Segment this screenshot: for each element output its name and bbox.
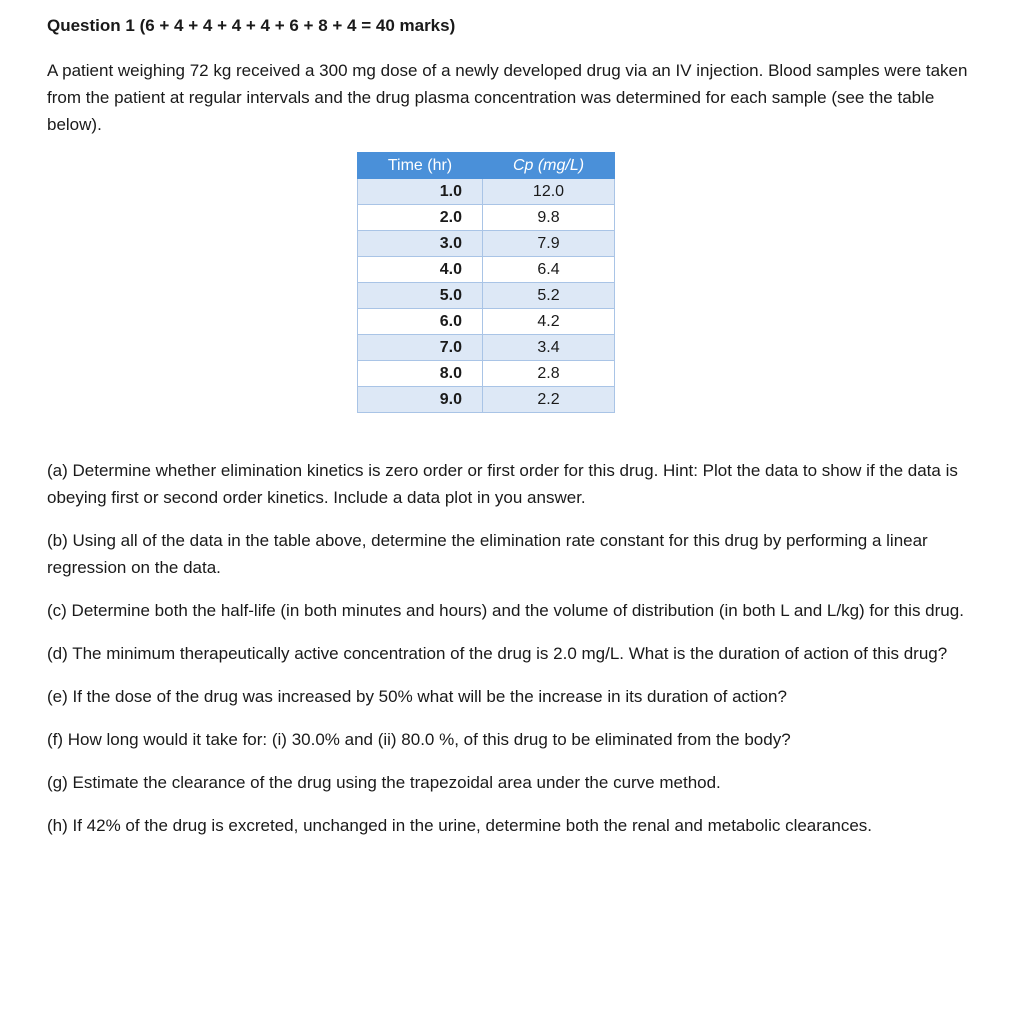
table-row: [358, 257, 615, 283]
time-cell: 1.0: [358, 179, 483, 205]
question-h: (h) If 42% of the drug is excreted, unchanged in the urine, determine both the renal and metabolic clearances.: [47, 816, 872, 835]
question-c: (c) Determine both the half-life (in both minutes and hours) and the volume of distribution (in both L and L/kg) for this drug.: [47, 601, 964, 620]
time-cell: 9.0: [358, 387, 483, 413]
table-row: [358, 283, 615, 309]
table-row: [358, 335, 615, 361]
question-page: [47, 14, 977, 855]
cp-cell: 2.2: [483, 387, 615, 413]
intro-paragraph: A patient weighing 72 kg received a 300 mg dose of a newly developed drug via an IV injection. Blood samples were taken from the patient at regular intervals and the drug plasma concentration was determined for each sample (see the table below).: [47, 61, 968, 134]
time-cell: 6.0: [358, 309, 483, 335]
table-header-row: [358, 153, 615, 179]
table-row: [358, 387, 615, 413]
table-row: [358, 179, 615, 205]
question-e: (e) If the dose of the drug was increased by 50% what will be the increase in its duration of action?: [47, 687, 787, 706]
cp-cell: 7.9: [483, 231, 615, 257]
table-row: [358, 309, 615, 335]
time-cell: 8.0: [358, 361, 483, 387]
time-cell: 2.0: [358, 205, 483, 231]
table-row: [358, 205, 615, 231]
data-table-wrapper: [357, 152, 977, 413]
cp-cell: 3.4: [483, 335, 615, 361]
cp-cell: 9.8: [483, 205, 615, 231]
cp-cell: 6.4: [483, 257, 615, 283]
question-list: [47, 457, 977, 839]
cp-cell: 4.2: [483, 309, 615, 335]
question-d: (d) The minimum therapeutically active concentration of the drug is 2.0 mg/L. What is the duration of action of this drug?: [47, 644, 948, 663]
cp-cell: 2.8: [483, 361, 615, 387]
question-b: (b) Using all of the data in the table above, determine the elimination rate constant for this drug by performing a linear regression on the data.: [47, 531, 928, 577]
table-row: [358, 361, 615, 387]
question-f: (f) How long would it take for: (i) 30.0% and (ii) 80.0 %, of this drug to be eliminated from the body?: [47, 730, 791, 749]
time-cell: 3.0: [358, 231, 483, 257]
question-heading: Question 1 (6 + 4 + 4 + 4 + 4 + 6 + 8 + 4 = 40 marks): [47, 16, 456, 35]
table-row: [358, 231, 615, 257]
header-time: Time (hr): [358, 153, 483, 179]
concentration-table: [357, 152, 615, 413]
cp-cell: 12.0: [483, 179, 615, 205]
question-a: (a) Determine whether elimination kinetics is zero order or first order for this drug. Hint: Plot the data to show if the data is obeying first or second order kinetics. Include a data plot in you answer.: [47, 461, 958, 507]
cp-cell: 5.2: [483, 283, 615, 309]
time-cell: 5.0: [358, 283, 483, 309]
header-cp: Cp (mg/L): [483, 153, 615, 179]
time-cell: 7.0: [358, 335, 483, 361]
time-cell: 4.0: [358, 257, 483, 283]
question-g: (g) Estimate the clearance of the drug using the trapezoidal area under the curve method.: [47, 773, 721, 792]
